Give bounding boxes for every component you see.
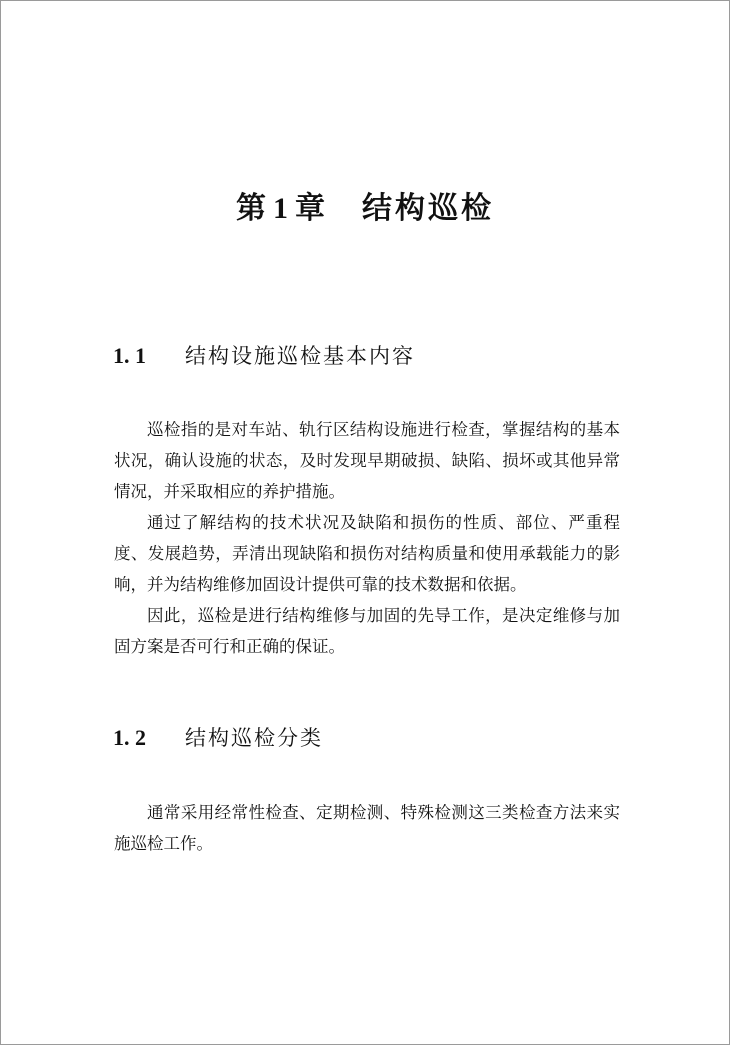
paragraph: 通过了解结构的技术状况及缺陷和损伤的性质、部位、严重程度、发展趋势，弄清出现缺陷和损伤对结构质量和使用承载能力的影响，并为结构维修加固设计提供可靠的技术数据和依据。	[114, 513, 620, 594]
section-heading-1-1	[113, 341, 415, 371]
chapter-number: 1	[273, 192, 291, 225]
chapter-suffix: 章	[295, 191, 328, 226]
section-title: 结构设施巡检基本内容	[185, 344, 415, 368]
paragraph: 因此，巡检是进行结构维修与加固的先导工作，是决定维修与加固方案是否可行和正确的保证。	[114, 606, 620, 656]
paragraph: 通常采用经常性检查、定期检测、特殊检测这三类检查方法来实施巡检工作。	[114, 803, 620, 853]
chapter-name: 结构巡检	[362, 191, 494, 226]
paragraph: 巡检指的是对车站、轨行区结构设施进行检查，掌握结构的基本状况，确认设施的状态，及时发现早期破损、缺陷、损坏或其他异常情况，并采取相应的养护措施。	[114, 420, 620, 501]
section-title: 结构巡检分类	[185, 726, 323, 750]
section-body-1-2	[114, 797, 620, 859]
section-body-1-1	[114, 414, 620, 662]
section-heading-1-2	[113, 723, 323, 753]
chapter-prefix: 第	[236, 191, 269, 226]
chapter-title	[1, 187, 729, 231]
section-number: 1. 2	[113, 725, 146, 750]
section-number: 1. 1	[113, 343, 146, 368]
